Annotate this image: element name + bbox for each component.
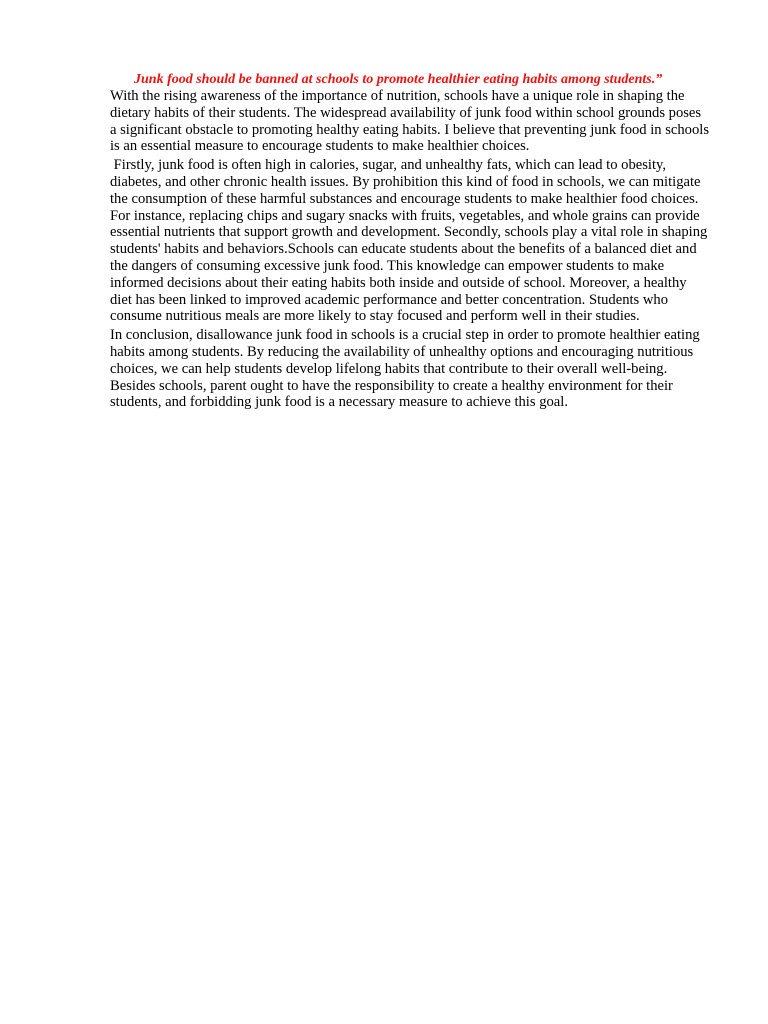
essay-title: Junk food should be banned at schools to promote healthier eating habits among students.” [134, 72, 663, 87]
document-body [110, 71, 710, 413]
paragraph-conclusion: In conclusion, disallowance junk food in schools is a crucial step in order to promote healthier eating habits among students. By reducing the availability of unhealthy options and encouraging nutritious choices, we can help students develop lifelong habits that contribute to their overall well-being. Besides schools, parent ought to have the responsibility to create a healthy environment for their students, and forbidding junk food is a necessary measure to achieve this goal. [110, 327, 700, 411]
paragraph-body: Firstly, junk food is often high in calories, sugar, and unhealthy fats, which can lead to obesity, diabetes, and other chronic health issues. By prohibition this kind of food in schools, we can mitigate the consumption of these harmful substances and encourage students to make healthier food choices. For instance, replacing chips and sugary snacks with fruits, vegetables, and whole grains can provide essential nutrients that support growth and development. Secondly, schools play a vital role in shaping students' habits and behaviors.Schools can educate students about the benefits of a balanced diet and the dangers of consuming excessive junk food. This knowledge can empower students to make informed decisions about their eating habits both inside and outside of school. Moreover, a healthy diet has been linked to improved academic performance and better concentration. Students who consume nutritious meals are more likely to stay focused and perform well in their studies. [110, 157, 708, 325]
paragraph-introduction: With the rising awareness of the importance of nutrition, schools have a unique role in shaping the dietary habits of their students. The widespread availability of junk food within school grounds poses a significant obstacle to promoting healthy eating habits. I believe that preventing junk food in schools is an essential measure to encourage students to make healthier choices. [110, 88, 710, 155]
